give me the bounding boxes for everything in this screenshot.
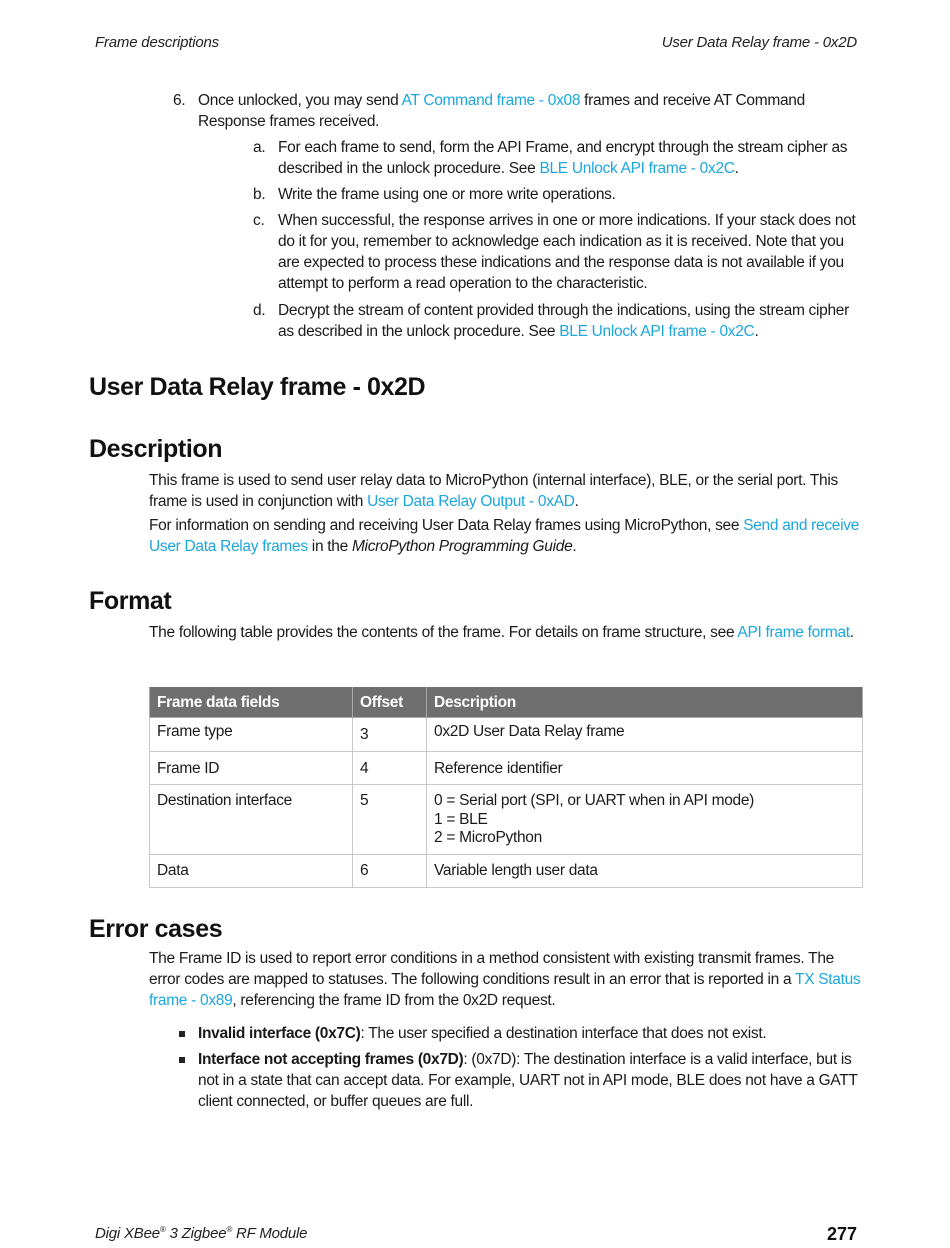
bullet-square-icon <box>179 1031 185 1037</box>
column-header: Offset <box>353 687 427 718</box>
table-row <box>150 855 863 888</box>
description-cell: 0 = Serial port (SPI, or UART when in API mode) 1 = BLE 2 = MicroPython <box>427 785 863 855</box>
step-text: Once unlocked, you may send AT Command frame - 0x08 frames and receive AT Command Response frames received. <box>198 92 805 130</box>
format-paragraph: The following table provides the contents of the frame. For details on frame structure, see API frame format. <box>149 624 854 641</box>
offset-cell: 6 <box>353 855 427 888</box>
field-cell: Frame ID <box>150 751 353 785</box>
send-receive-relay-link[interactable]: Send and receive User Data Relay frames <box>149 517 860 555</box>
error-name: Interface not accepting frames (0x7D) <box>198 1051 464 1068</box>
ble-unlock-link[interactable]: BLE Unlock API frame - 0x2C <box>559 323 755 340</box>
substep-letter: d. <box>253 302 266 319</box>
tx-status-frame-link[interactable]: TX Status frame - 0x89 <box>149 971 861 1009</box>
error-list <box>175 1023 865 1117</box>
table-header-row <box>150 687 863 718</box>
substep-a: a. For each frame to send, form the API Frame, and encrypt through the stream cipher as described in the unlock procedure. See BLE Unlock API frame - 0x2C. <box>253 139 848 177</box>
substep-letter: b. <box>253 186 266 203</box>
description-cell: 0x2D User Data Relay frame <box>427 718 863 752</box>
at-command-frame-link[interactable]: AT Command frame - 0x08 <box>401 92 581 109</box>
substep-c: c. When successful, the response arrives in one or more indications. If your stack does not do it for you, remember to acknowledge each indication as it is received. Note that you are expected to process these indications and the response data is not available if you attempt to perform a read operation to the characteristic. <box>253 212 856 292</box>
error-cases-heading: Error cases <box>89 915 223 943</box>
step-6 <box>173 90 863 132</box>
description-heading: Description <box>89 435 223 463</box>
api-frame-format-link[interactable]: API frame format <box>737 624 850 641</box>
running-header-section: Frame descriptions <box>95 34 219 51</box>
guide-title: MicroPython Programming Guide <box>351 538 573 555</box>
page-title: User Data Relay frame - 0x2D <box>89 373 426 401</box>
bullet-square-icon <box>179 1057 185 1063</box>
offset-cell: 3 <box>353 718 427 752</box>
description-paragraph-2: For information on sending and receiving User Data Relay frames using MicroPython, see Send and receive User Data Relay frames in the MicroPython Programming Guide. <box>149 517 860 555</box>
description-cell: Reference identifier <box>427 751 863 785</box>
format-heading: Format <box>89 587 172 615</box>
description-cell: Variable length user data <box>427 855 863 888</box>
field-cell: Frame type <box>150 718 353 752</box>
substep-b: b. Write the frame using one or more write operations. <box>253 186 616 203</box>
list-item: Invalid interface (0x7C): The user specified a destination interface that does not exist. <box>175 1023 865 1044</box>
running-header-topic: User Data Relay frame - 0x2D <box>661 34 857 51</box>
offset-cell: 4 <box>353 751 427 785</box>
ble-unlock-link[interactable]: BLE Unlock API frame - 0x2C <box>539 160 735 177</box>
column-header: Frame data fields <box>150 687 353 718</box>
description-paragraph-1: This frame is used to send user relay data to MicroPython (internal interface), BLE, or the serial port. This frame is used in conjunction with User Data Relay Output - 0xAD. <box>149 472 838 510</box>
offset-cell: 5 <box>353 785 427 855</box>
substep-d: d. Decrypt the stream of content provided through the indications, using the stream cipher as described in the unlock procedure. See BLE Unlock API frame - 0x2C. <box>253 302 849 340</box>
table-row <box>150 718 863 752</box>
user-data-relay-output-link[interactable]: User Data Relay Output - 0xAD <box>367 493 575 510</box>
step-number: 6. <box>173 92 186 109</box>
column-header: Description <box>427 687 863 718</box>
error-name: Invalid interface (0x7C) <box>198 1025 361 1042</box>
substep-letter: a. <box>253 139 266 156</box>
page-number: 277 <box>826 1224 857 1244</box>
list-item: Interface not accepting frames (0x7D): (0x7D): The destination interface is a valid interface, but is not in a state that can accept data. For example, UART not in API mode, BLE does not have a GATT client connected, or buffer queues are full. <box>175 1049 865 1112</box>
field-cell: Data <box>150 855 353 888</box>
table-row <box>150 751 863 785</box>
error-cases-paragraph: The Frame ID is used to report error conditions in a method consistent with existing transmit frames. The error codes are mapped to statuses. The following conditions result in an error that is reported in a TX Status frame - 0x89, referencing the frame ID from the 0x2D request. <box>149 950 861 1009</box>
frame-data-table <box>149 687 863 888</box>
substep-letter: c. <box>253 212 265 229</box>
field-cell: Destination interface <box>150 785 353 855</box>
table-row <box>150 785 863 855</box>
footer-product-name: Digi XBee® 3 Zigbee® RF Module <box>95 1225 308 1242</box>
